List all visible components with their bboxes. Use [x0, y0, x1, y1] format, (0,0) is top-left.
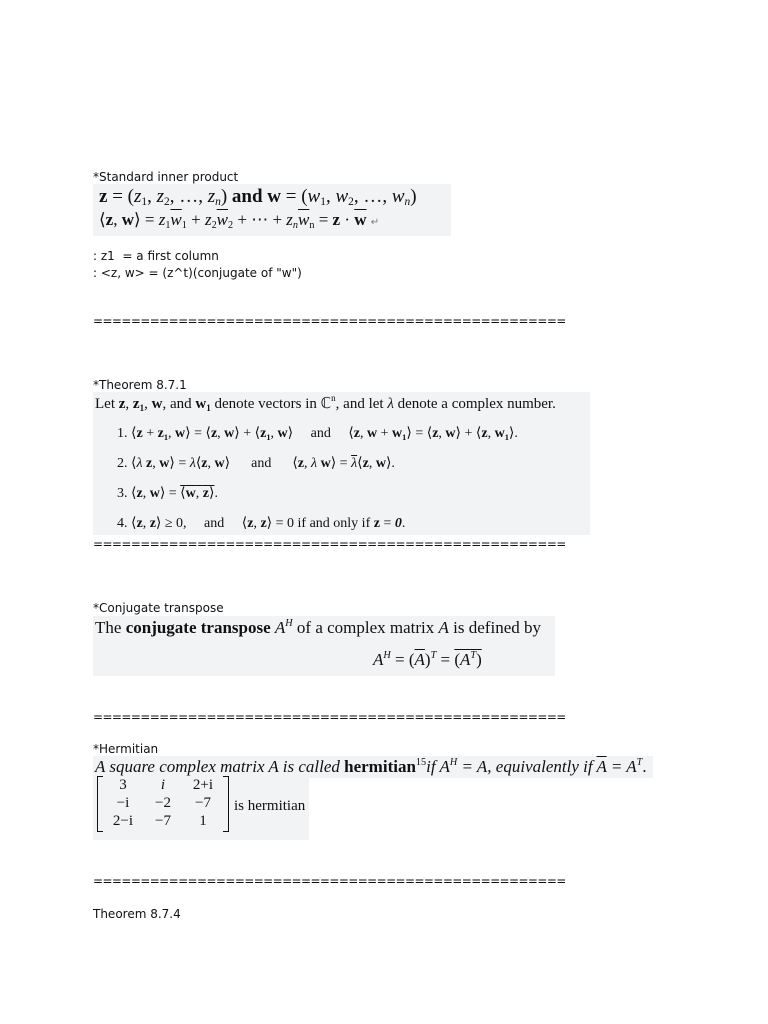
- theorem-871-image: [93, 392, 590, 535]
- conjugate-transpose-formula: $A^H = (\overline{A})^T = (A^T)$: [373, 650, 482, 669]
- matrix-cell: −i: [116, 795, 130, 811]
- formula-line-1: $z = (z_1$, $z_2$, …, $z_n$) and $w = (w_1$, $w_2$, …, $w_n$): [99, 186, 417, 208]
- hermitian-image: [93, 756, 653, 840]
- matrix-cell: −7: [155, 813, 171, 829]
- separator-4: ==================================================: [93, 874, 566, 888]
- conjugate-transpose-image: [93, 616, 555, 676]
- section-heading-inner-product: *Standard inner product: [93, 170, 239, 184]
- theorem-item-2: 2. ⟨λ z, w⟩ = λ⟨z, w⟩ and ⟨z, λ w⟩ = $\overline{\lambda}⟨z$, w⟩.: [117, 456, 395, 471]
- theorem-intro: Let z, $z_1$, w, and $w_1$ denote vectors in ℂ$^n$, and let λ denote a complex number.: [95, 393, 556, 413]
- section-heading-theorem-871: *Theorem 8.7.1: [93, 378, 187, 392]
- matrix-cell: 3: [119, 777, 127, 793]
- separator-1: ==================================================: [93, 314, 566, 328]
- matrix-cell: −7: [195, 795, 211, 811]
- return-mark-icon: ↵: [370, 217, 380, 228]
- section-heading-theorem-874: Theorem 8.7.4: [93, 907, 181, 921]
- matrix-cell: 1: [199, 813, 207, 829]
- note-inner-product: : <z, w> = (z^t)(conjugate of "w"): [93, 266, 302, 280]
- hermitian-example-matrix: [97, 776, 229, 832]
- inner-product-formula-image: [93, 184, 451, 236]
- section-heading-hermitian: *Hermitian: [93, 742, 159, 756]
- matrix-cell: −2: [155, 795, 171, 811]
- matrix-cell: i: [160, 777, 166, 793]
- note-z1: : z1 = a first column: [93, 249, 219, 263]
- hermitian-definition: A square complex matrix A is called hermitian$^{15}$if $A^H = A$, equivalently if $\overline{A} = A^T$.: [95, 757, 647, 776]
- separator-2: ==================================================: [93, 537, 566, 551]
- separator-3: ==================================================: [93, 710, 566, 724]
- matrix-cell: 2+i: [192, 777, 214, 793]
- formula-line-2: ⟨z, w⟩ = $z_1\overline{w}_1 + z_2\overline{w}_2$ + ⋯ + $z_n\overline{w}_n = z \cdot \overline{w}$ ↵: [99, 210, 380, 231]
- matrix-caption: is hermitian: [234, 798, 306, 814]
- theorem-item-1: 1. ⟨z + $z_1$, w⟩ = ⟨z, w⟩ + $⟨z_1$, w⟩ and ⟨z, $w + w_1⟩$ = ⟨z, w⟩ + ⟨z, $w_1⟩$.: [117, 426, 518, 442]
- theorem-item-4: 4. ⟨z, z⟩ ≥ 0, and ⟨z, z⟩ = 0 if and only if z = 0.: [117, 516, 406, 531]
- matrix-cell: 2−i: [112, 813, 134, 829]
- conjugate-transpose-definition: The conjugate transpose $A^H$ of a complex matrix A is defined by: [95, 618, 541, 637]
- theorem-item-3: 3. ⟨z, w⟩ = ⟨w, z⟩.: [117, 486, 218, 501]
- section-heading-conjugate-transpose: *Conjugate transpose: [93, 601, 224, 615]
